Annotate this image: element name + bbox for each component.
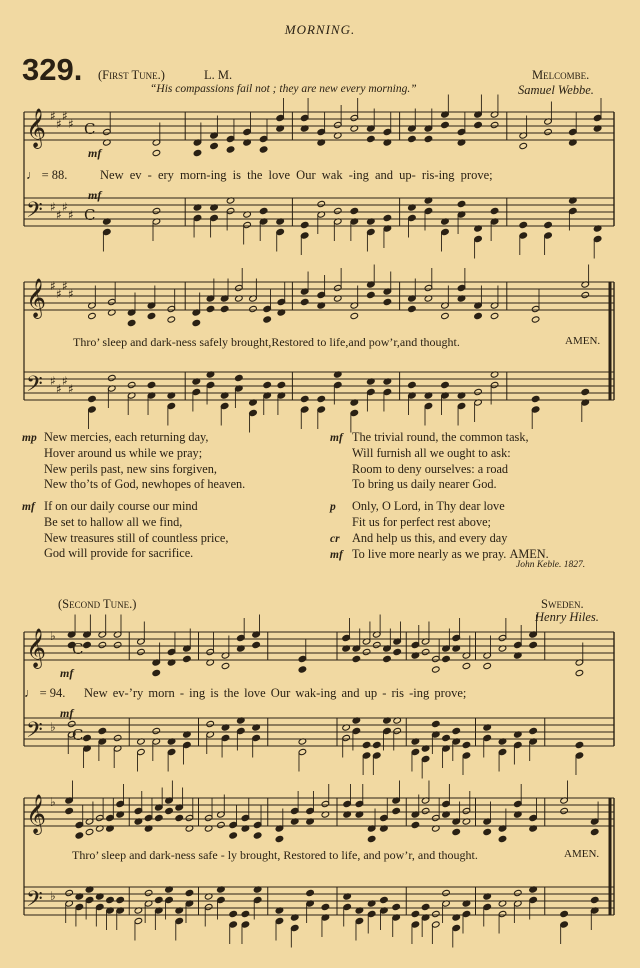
note-head bbox=[560, 910, 568, 917]
key-signature: ♯ bbox=[56, 208, 62, 222]
verse-line: Room to deny ourselves: a road bbox=[352, 461, 509, 476]
note-head bbox=[581, 291, 589, 298]
note-head bbox=[152, 727, 160, 734]
first-tune-lyrics-2: Thro’ sleep and dark-ness safely brought,Restored to life,and pow’r,and thought. bbox=[73, 335, 460, 349]
second-tune-dynamic-treble: mf bbox=[60, 666, 74, 680]
second-tune-lyrics-2: Thro’ sleep and dark-ness safe - ly brought, Restored to life, and pow’r, and thought. bbox=[72, 848, 478, 862]
note-head bbox=[474, 312, 482, 319]
note-head bbox=[220, 305, 228, 312]
note-head bbox=[393, 648, 401, 655]
note-head bbox=[350, 312, 358, 319]
note-head bbox=[581, 388, 589, 395]
note-head bbox=[229, 832, 237, 839]
note-head bbox=[137, 648, 145, 655]
note-head bbox=[108, 374, 116, 381]
note-head bbox=[249, 305, 257, 312]
key-signature: ♭ bbox=[50, 795, 56, 809]
second-tune-amen: AMEN. bbox=[564, 848, 600, 860]
note-head bbox=[127, 381, 135, 388]
note-head bbox=[152, 207, 160, 214]
key-signature: ♯ bbox=[62, 374, 68, 388]
note-head bbox=[529, 727, 537, 734]
verses-amen: AMEN. bbox=[509, 547, 549, 562]
note-head bbox=[575, 741, 583, 748]
second-tune-lyrics-1: New ev-’ry morn - ing is the love Our wak-ing and up - ris -ing prove; bbox=[84, 686, 467, 700]
verse-mark: p bbox=[330, 501, 336, 513]
note-head bbox=[490, 207, 498, 214]
note-head bbox=[183, 655, 191, 662]
note-head bbox=[252, 641, 260, 648]
year: 1827. bbox=[563, 560, 586, 570]
note-head bbox=[152, 669, 160, 676]
note-head bbox=[175, 814, 183, 821]
first-tune-lyrics-1: New ev - ery morn-ing is the love Our wak -ing and up- ris-ing prove; bbox=[100, 168, 493, 182]
note-head bbox=[235, 374, 243, 381]
note-head bbox=[514, 889, 522, 896]
note-head bbox=[474, 388, 482, 395]
note-head bbox=[263, 316, 271, 323]
note-head bbox=[442, 734, 450, 741]
bass-clef: 𝄢 bbox=[26, 198, 43, 228]
note-head bbox=[441, 381, 449, 388]
note-head bbox=[98, 727, 106, 734]
verse-line: Will furnish all we ought to ask: bbox=[352, 446, 511, 461]
note-head bbox=[263, 381, 271, 388]
note-head bbox=[421, 648, 429, 655]
second-tune-metronome: ♩ = 94. bbox=[24, 686, 66, 700]
note-head bbox=[277, 381, 285, 388]
key-signature: ♭ bbox=[50, 889, 56, 903]
second-tune-dynamic-bass: mf bbox=[60, 706, 74, 720]
key-signature: ♯ bbox=[62, 109, 68, 123]
note-head bbox=[300, 395, 308, 402]
note-head bbox=[432, 720, 440, 727]
note-head bbox=[75, 832, 83, 839]
key-signature: ♯ bbox=[56, 287, 62, 301]
note-head bbox=[519, 221, 527, 228]
note-head bbox=[483, 828, 491, 835]
note-head bbox=[474, 121, 482, 128]
verse-line: Be set to hallow all we find, bbox=[44, 515, 183, 530]
verse-line: And help us this, and every day bbox=[352, 530, 508, 545]
note-head bbox=[424, 135, 432, 142]
note-head bbox=[519, 142, 527, 149]
note-head bbox=[165, 807, 173, 814]
note-head bbox=[152, 149, 160, 156]
note-head bbox=[106, 896, 114, 903]
note-head bbox=[116, 896, 124, 903]
verse-line: To bring us daily nearer God. bbox=[352, 477, 497, 492]
note-head bbox=[350, 207, 358, 214]
second-tune-label: (Second Tune.) bbox=[58, 597, 137, 611]
note-head bbox=[367, 135, 375, 142]
first-tune-composer: Samuel Webbe. bbox=[518, 83, 594, 97]
key-signature: ♯ bbox=[50, 200, 56, 214]
verse-line: To live more nearly as we pray. bbox=[352, 547, 507, 562]
first-tune-label: (First Tune.) bbox=[98, 68, 165, 82]
first-tune-metronome: ♩ = 88. bbox=[26, 168, 68, 182]
note-head bbox=[352, 655, 360, 662]
note-head bbox=[98, 641, 106, 648]
note-head bbox=[221, 662, 229, 669]
time-signature: C bbox=[72, 640, 84, 658]
note-head bbox=[193, 149, 201, 156]
note-head bbox=[560, 807, 568, 814]
note-head bbox=[529, 641, 537, 648]
verse-line: New perils past, new sins forgiven, bbox=[44, 461, 217, 476]
note-head bbox=[408, 135, 416, 142]
key-signature: ♯ bbox=[56, 117, 62, 131]
note-head bbox=[83, 734, 91, 741]
note-head bbox=[408, 305, 416, 312]
key-signature: ♯ bbox=[68, 208, 74, 222]
note-head bbox=[367, 291, 375, 298]
bass-clef: 𝄢 bbox=[26, 718, 43, 748]
note-head bbox=[127, 319, 135, 326]
note-head bbox=[300, 298, 308, 305]
note-head bbox=[531, 395, 539, 402]
note-head bbox=[452, 828, 460, 835]
note-head bbox=[167, 316, 175, 323]
note-head bbox=[253, 832, 261, 839]
first-tune-name: Melcombe. bbox=[532, 68, 590, 82]
running-head: MORNING. bbox=[284, 22, 356, 37]
treble-clef: 𝄞 bbox=[26, 108, 47, 148]
note-head bbox=[392, 807, 400, 814]
note-head bbox=[65, 889, 73, 896]
note-head bbox=[65, 807, 73, 814]
note-head bbox=[88, 312, 96, 319]
first-tune-amen: AMEN. bbox=[565, 335, 601, 347]
note-head bbox=[300, 221, 308, 228]
note-head bbox=[462, 662, 470, 669]
note-head bbox=[226, 146, 234, 153]
note-head bbox=[411, 910, 419, 917]
note-head bbox=[432, 666, 440, 673]
note-head bbox=[498, 835, 506, 842]
note-head bbox=[185, 889, 193, 896]
note-head bbox=[380, 896, 388, 903]
note-head bbox=[531, 316, 539, 323]
note-head bbox=[544, 221, 552, 228]
note-head bbox=[411, 821, 419, 828]
note-head bbox=[372, 641, 380, 648]
note-head bbox=[432, 910, 440, 917]
note-head bbox=[383, 298, 391, 305]
note-head bbox=[490, 121, 498, 128]
note-head bbox=[275, 835, 283, 842]
note-head bbox=[241, 910, 249, 917]
time-signature: C bbox=[84, 120, 96, 138]
note-head bbox=[392, 903, 400, 910]
note-head bbox=[317, 200, 325, 207]
key-signature: ♯ bbox=[68, 382, 74, 396]
bass-clef: 𝄢 bbox=[26, 887, 43, 917]
second-tune-composer: Henry Hiles. bbox=[535, 610, 599, 624]
note-head bbox=[372, 741, 380, 748]
key-signature: ♭ bbox=[50, 720, 56, 734]
key-signature: ♭ bbox=[50, 629, 56, 643]
note-head bbox=[144, 889, 152, 896]
note-head bbox=[442, 889, 450, 896]
note-head bbox=[192, 319, 200, 326]
verse-mark: mf bbox=[22, 501, 35, 513]
note-head bbox=[229, 910, 237, 917]
note-head bbox=[113, 641, 121, 648]
verse-mark: mf bbox=[330, 432, 343, 444]
key-signature: ♯ bbox=[62, 279, 68, 293]
note-head bbox=[441, 121, 449, 128]
key-signature: ♯ bbox=[56, 382, 62, 396]
key-signature: ♯ bbox=[62, 200, 68, 214]
first-tune-meter: L. M. bbox=[204, 68, 233, 82]
verse-line: Fit us for perfect rest above; bbox=[352, 515, 491, 530]
note-head bbox=[298, 666, 306, 673]
note-head bbox=[457, 200, 465, 207]
note-head bbox=[544, 128, 552, 135]
verse-line: New tho’ts of God, newhopes of heaven. bbox=[44, 477, 246, 492]
first-tune-epigraph: “His compassions fail not ; they are new every morning.” bbox=[150, 83, 417, 95]
verse-line: Hover around us while we pray; bbox=[44, 446, 203, 461]
note-head bbox=[210, 142, 218, 149]
note-head bbox=[88, 395, 96, 402]
first-tune-dynamic-treble: mf bbox=[88, 146, 102, 160]
note-head bbox=[155, 896, 163, 903]
key-signature: ♯ bbox=[50, 374, 56, 388]
note-head bbox=[259, 146, 267, 153]
verse-line: New treasures still of countless price, bbox=[44, 530, 229, 545]
note-head bbox=[367, 835, 375, 842]
note-head bbox=[306, 889, 314, 896]
note-head bbox=[147, 381, 155, 388]
note-head bbox=[590, 828, 598, 835]
note-head bbox=[259, 207, 267, 214]
note-head bbox=[155, 814, 163, 821]
note-head bbox=[113, 734, 121, 741]
time-signature: C bbox=[84, 206, 96, 224]
note-head bbox=[483, 662, 491, 669]
hymn-number: 329. bbox=[22, 52, 83, 87]
time-signature: C bbox=[72, 726, 84, 744]
note-head bbox=[452, 727, 460, 734]
note-head bbox=[317, 395, 325, 402]
note-head bbox=[206, 720, 214, 727]
verse-line: God will provide for sacrifice. bbox=[44, 546, 194, 561]
note-head bbox=[575, 669, 583, 676]
verse-line: New mercies, each returning day, bbox=[44, 430, 209, 444]
note-head bbox=[83, 641, 91, 648]
note-head bbox=[421, 807, 429, 814]
note-head bbox=[442, 655, 450, 662]
note-head bbox=[421, 903, 429, 910]
author: John Keble. bbox=[516, 560, 562, 570]
treble-clef: 𝄞 bbox=[26, 628, 47, 668]
verse-mark: mp bbox=[22, 432, 37, 444]
note-head bbox=[362, 648, 370, 655]
key-signature: ♯ bbox=[68, 287, 74, 301]
note-head bbox=[590, 896, 598, 903]
first-tune-dynamic-bass: mf bbox=[88, 188, 102, 202]
note-head bbox=[490, 312, 498, 319]
note-head bbox=[321, 903, 329, 910]
note-head bbox=[383, 655, 391, 662]
verse-mark: mf bbox=[330, 549, 343, 562]
note-head bbox=[206, 305, 214, 312]
bass-clef: 𝄢 bbox=[26, 372, 43, 402]
note-head bbox=[383, 214, 391, 221]
key-signature: ♯ bbox=[68, 117, 74, 131]
note-head bbox=[408, 381, 416, 388]
note-head bbox=[85, 828, 93, 835]
verse-mark: cr bbox=[330, 532, 340, 545]
treble-clef: 𝄞 bbox=[26, 278, 47, 318]
verse-line: The trivial round, the common task, bbox=[352, 430, 529, 444]
note-head bbox=[441, 312, 449, 319]
verse-line: Only, O Lord, in Thy dear love bbox=[352, 499, 505, 513]
key-signature: ♯ bbox=[50, 109, 56, 123]
note-head bbox=[462, 741, 470, 748]
note-head bbox=[147, 312, 155, 319]
treble-clef: 𝄞 bbox=[26, 794, 47, 834]
second-tune-name: Sweden. bbox=[541, 597, 584, 611]
note-head bbox=[362, 741, 370, 748]
key-signature: ♯ bbox=[50, 279, 56, 293]
note-head bbox=[217, 821, 225, 828]
verse-line: If on our daily course our mind bbox=[44, 499, 198, 513]
note-head bbox=[333, 207, 341, 214]
